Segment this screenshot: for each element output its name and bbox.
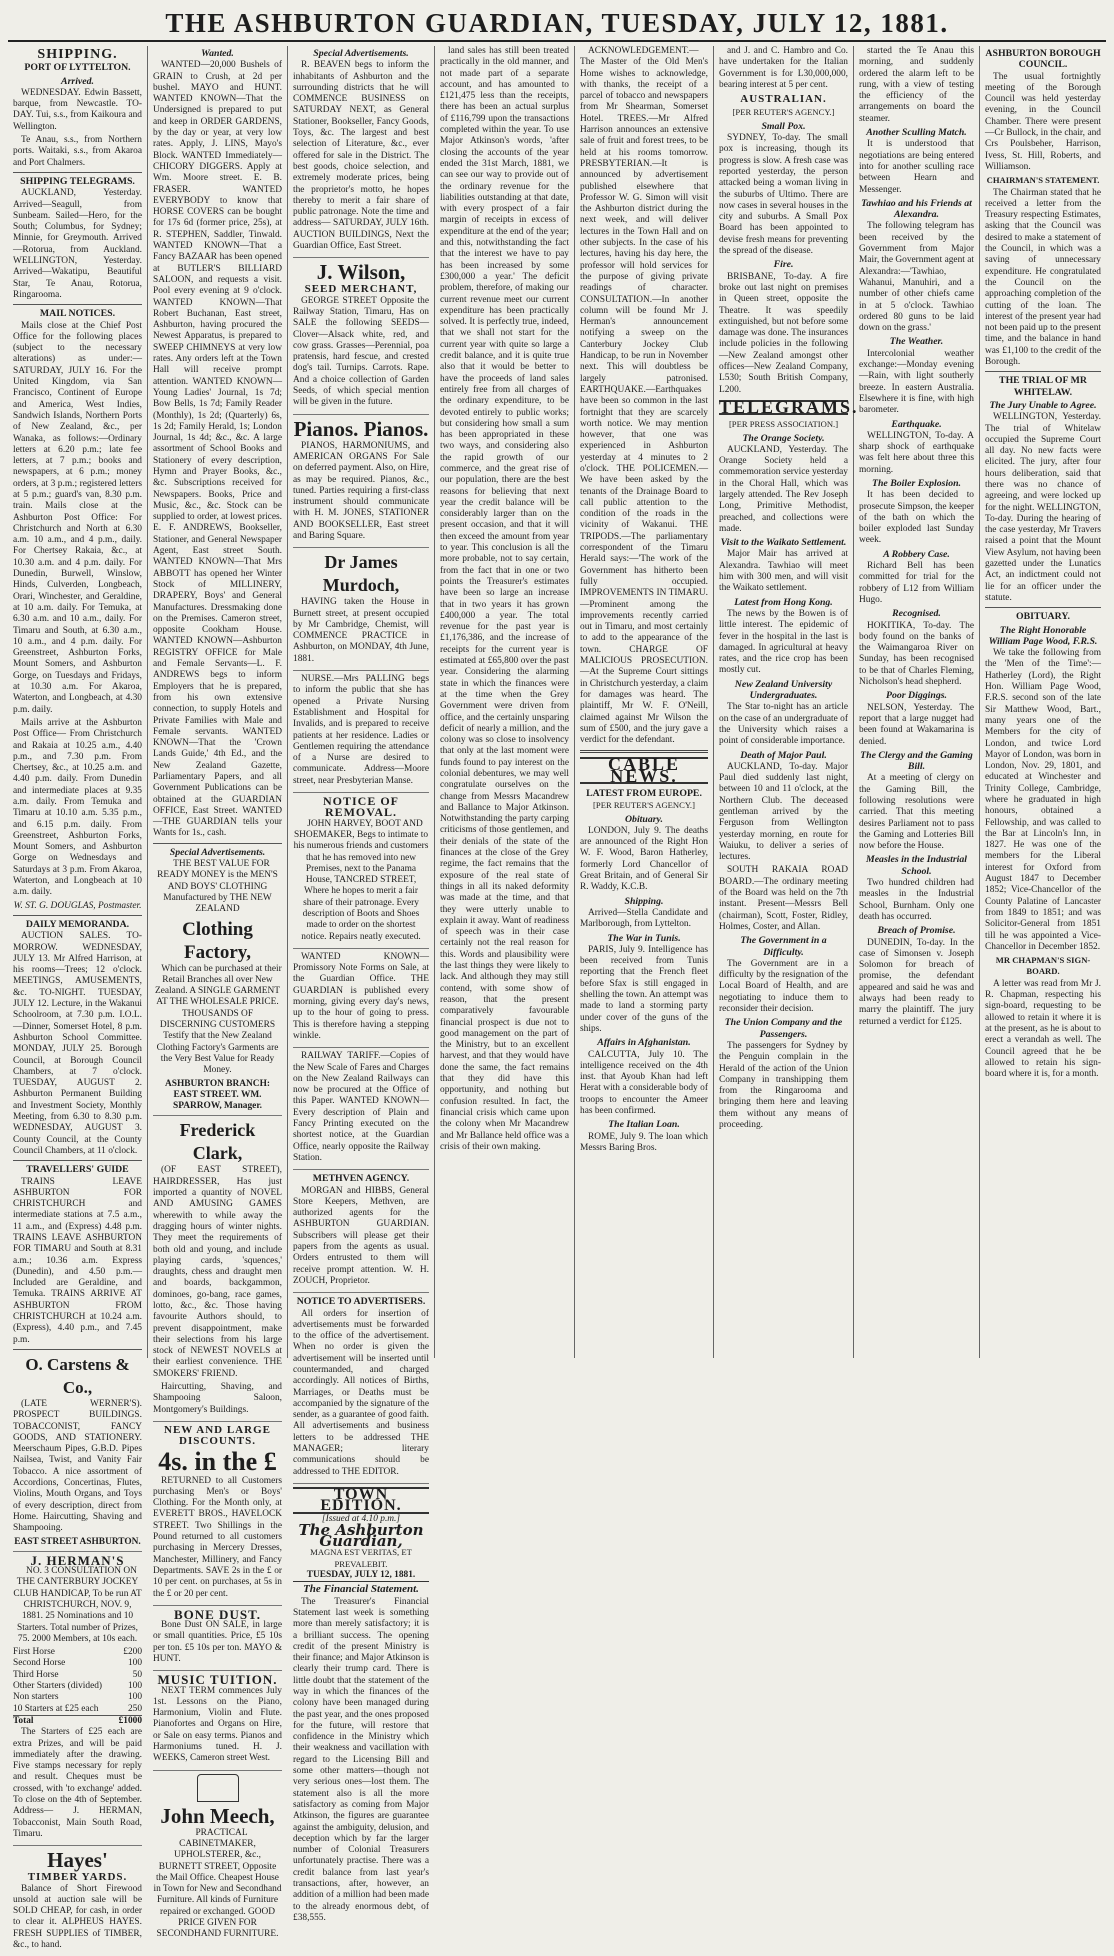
paper-motto: MAGNA EST VERITAS, ET PREVALEBIT. [310,1547,412,1569]
prize-total-row [13,1715,142,1727]
murdoch-name: Dr James Murdoch, [322,552,400,596]
pianos-text: PIANOS, HARMONIUMS, and AMERICAN ORGANS For Sale on deferred payment. Also, on Hire, as may be required. Pianos, &c., tuned. Parties requiring a first-class instrument should communicate with H. M. JONES, STATIONER AND BOOKSELLER, East street and Baring Square. [293,440,429,541]
travellers-text: TRAINS LEAVE ASHBURTON FOR CHRISTCHURCH and intermediate stations at 7.5 a.m., 11 a.m., and (Express) 4.48 p.m. TRAINS LEAVE ASHBURTON FOR TIMARU and South at 8.31 a.m.; 10.36 a.m. Express (Dunedin), and 4.50 p.m.—Included are Geraldine, and Temuka. TRAINS ARRIVE AT ASHBURTON FROM CHRISTCHURCH at 10.24 a.m. (Express), 4.40 p.m., and 7.45 p.m. [13,1176,142,1345]
afghan-head: Affairs in Afghanistan. [597,1037,691,1049]
poor-diggings-head: Poor Diggings. [886,690,947,702]
chairman-text: The Chairman stated that he received a letter from the Treasury respecting Estimates, asking that the Council was desired to make a statement of the Council, in which was a saving of unnecessary expenditure. He congratulated the Council on the approaching completion of the cutting of the loan. The interest of the present year had not been paid up to the present time, and the balance in hand was £1,100 to the credit of the Borough. [985,187,1101,368]
prize-label: Third Horse [13,1669,59,1680]
union-head: The Union Company and the Passengers. [724,1017,843,1040]
music-head: MUSIC TUITION. [157,1672,278,1688]
shipping-head: SHIPPING. [37,47,118,62]
notice-head: NOTICE TO ADVERTISERS. [296,1296,426,1308]
special-head: Special Advertisements. [169,846,266,858]
war-head: The War in Tunis. [607,932,681,944]
clergy-head: The Clergy and the Gaming Bill. [860,749,973,773]
prize-amount: £1000 [118,1715,142,1726]
smallpox-head: Small Pox. [761,120,806,132]
measles-head: Measles in the Industrial School. [866,854,967,877]
column-3 [288,46,435,1923]
paper-name: The Ashburton Guardian, [298,1520,424,1551]
war-text: PARIS, July 9. Intelligence has been received from Tunis reporting that the French fleet before Sfax is still engaged in shelling the town. An attempt was made to land a storming party under cover of the guns of the ships. [580,944,708,1034]
removal-head: NOTICE OF REMOVAL. [322,794,399,820]
obituary-text: LONDON, July 9. The deaths are announced of the Right Hon W. F. Wood, Baron Hatherley, formerly Lord Chancellor of Great Britain, and of General Sir R. Waddy, K.C.B. [580,825,708,893]
wilson-text: GEORGE STREET Opposite the Railway Station, Timaru, Has on SALE the following SEEDS— Clover—Alsack white, red, and cow grass. Grasses—Perennial, poa pratensis, hard fescue, and crested dog's tail. Turnips. Carrots. Rape. And a choice collection of Garden Seeds, of which special mention will be given in the future. [293,295,429,408]
prize-label: First Horse [13,1647,55,1658]
bone-dust-text: Bone Dust ON SALE, in large or small quantities. Price, £5 10s per ton. £5 10s per ton. MAYO & HUNT. [153,1620,282,1664]
meech-text: PRACTICAL CABINETMAKER, UPHOLSTERER, &c., BURNETT STREET, Opposite the Mail Office. Cheapest House in Town for New and Secondhand Furniture. All kinds of Furniture repaired or exchanged. GOOD PRICE GIVEN FOR SECONDHAND FURNITURE. [153,1827,282,1940]
cable-news-head: CABLE NEWS. [580,757,708,784]
beaven-text: R. BEAVEN begs to inform the inhabitants of Ashburton and the surrounding districts that he will COMMENCE BUSINESS on SATURDAY NEXT, as General Stationer, Bookseller, Fancy Goods, Toys, &c. The largest and best selection of Literature, &c., ever offered for sale in the District. The best goods, choice selection, and extremely moderate prices, being the proprietor's motto, he hopes thereby to merit a fair share of public patronage. Note the time and address— SATURDAY, JULY 16th. AUCTION BUILDINGS, Next the Guardian Office, East Street. [293,60,429,252]
university-head: New Zealand University Undergraduates. [734,678,833,702]
trial-sub: The Jury Unable to Agree. [989,399,1097,411]
column-6 [714,46,859,1358]
shipping-text: Arrived—Stella Candidate and Marlborough, from Lyttelton. [580,907,708,930]
prize-table [13,1647,142,1727]
bone-dust-head: BONE DUST. [173,1606,262,1622]
orange-text: AUCKLAND, Yesterday. The Orange Society held a commemoration service yesterday in the Choral Hall, which was largely attended. The Rev Joseph Long, Primitive Methodist, preached, and collections were made. [719,444,848,534]
prize-row [13,1692,142,1703]
borough-text: The usual fortnightly meeting of the Borough Council was held yesterday evening, in the Council Chamber. There were present—Cr Bullock, in the chair, and Crs Poulsbeher, Harrison, Ivess, St. Hill, Roberts, and Williamson. [985,71,1101,172]
beaven-ad [293,60,429,258]
discount-text: RETURNED to all Customers purchasing Men's or Boys' Clothing. For the Month only, at EVERETT BROS., HAVELOCK STREET. Two Shillings in the Pound returned to all customers purchasing in Mercery Dresses, Manchester, Millinery, and Fancy Departments. SAVE 2s in the £ or 10 per cent. on purchases, at 5s in the £ or 20 per cent. [153,1475,282,1599]
wilson-ad [293,261,429,414]
divider [13,915,142,916]
discount-ad [153,1425,282,1606]
mails-arrive-text: Mails arrive at the Ashburton Post Office— From Christchurch and Rakaia at 10.25 a.m., 4.40 p.m., and 7.30 p.m. From Chertsey, &c., at 10.25 a.m. and 4.40 p.m. daily. From Dunedin and intermediate places at 9.35 a.m. daily. From Temuka and Timaru at 10.10 a.m. 5.35 p.m., and 6.15 p.m. daily. From Greenstreet, Ashburton Forks, Mount Somers, and Ashburton Gorge on Wednesdays and Saturdays at 3 p.m. From Akaroa, Waterton, and Longbeach at 10 a.m. daily. [13,717,142,898]
union-text: The passengers for Sydney by the Penguin complain in the Herald of the action of the Union Company in transhipping them from the Ringarooma and bringing them here and leaving them without any means of proceeding. [719,1040,848,1131]
hayes-ad [13,1849,142,1956]
clothing-name: Clothing Factory, [182,918,253,963]
meech-name: John Meech, [160,1803,275,1828]
recognised-head: Recognised. [892,608,941,620]
chair-illustration [197,1774,239,1802]
financial-head: The Financial Statement. [303,1583,419,1596]
railway-text: RAILWAY TARIFF.—Copies of the New Scale of Fares and Charges on the New Zealand Railways can now be procured at the Office of this Paper. WANTED KNOWN—Every description of Plain and Fancy Printing executed on the shortest notice, at the Guardian Office, nearly opposite the Railway Station. [293,1051,429,1163]
measles-text: Two hundred children had measles in the Industrial School, Burnham. Only one death has occurred. [859,878,974,922]
pianos-ad [293,418,429,549]
frederick-text: (OF EAST STREET), HAIRDRESSER, Has just imported a quantity of NOVEL AND AMUSING GAMES wherewith to while away the dragging hours of winter nights. They meet the requirements of both old and young, and include playing cards, 'squences,' draughts, chess and draught men and boards, backgammon, dominoes, go-bang, race games, lotto, &c., &c. Those having favourite Authors should, to prevent disappointment, make their selections from his large stock of NEWEST NOVELS at their earliest convenience. THE SMOKERS' FRIEND. [153,1165,282,1379]
clergy-text: At a meeting of clergy on the Gaming Bill, the following resolutions were carried. That this meeting desires Parliament not to pass the Gaming and Lotteries Bill now before the House. [859,773,974,852]
prize-amount: 100 [127,1658,142,1669]
column-1 [8,46,148,1951]
obituary-text: We take the following from the 'Men of the Time':—Hatherley (Lord), the Right Hon. William Page Wood, F.R.S. second son of the late Sir Matthew Wood, Bart., many years one of the Members for the city of London, and twice Lord Mayor of London, was born in London, Nov. 29, 1801, and educated at Winchester and Trinity College, Cambridge, where he graduated in high honours, obtained a Fellowship, and was called to the Bar at Lincoln's Inn, in 1827. He was one of the members for the Liberal interest for Oxford from August 1847 to December 1852; Vice-Chancellor of the County Palatine of Lancaster from 1849 to 1851; and was Solicitor-General from 1851 till he was appointed a Vice-Chancellor in December 1852. [985,648,1101,952]
memoranda-head: DAILY MEMORANDA. [25,918,130,930]
mail-notices-head: MAIL NOTICES. [39,308,116,320]
masthead: THE ASHBURTON GUARDIAN, TUESDAY, JULY 12, 1881. [8,6,1106,42]
hayes-sub: TIMBER YARDS. [27,1871,128,1884]
divider [985,371,1101,372]
clothing-branch: ASHBURTON BRANCH: EAST STREET. WM. SPARROW, Manager. [165,1078,270,1112]
methven-ad [293,1173,429,1293]
loan-text: ROME, July 9. The loan which Messrs Baring Bros. [580,1131,708,1153]
te-anau-continued: started the Te Anau this morning, and suddenly ordered the alarm left to be rung, with a view of testing the efficiency of the arrangements on board the steamer. [859,46,974,124]
earthquake-head: Earthquake. [891,418,942,430]
wanted-head: Wanted. [201,48,234,59]
pianos-head: Pianos. Pianos. [293,416,429,441]
robbery-text: Richard Bell has been committed for trial for the robbery of L12 from William Hugo. [859,561,974,605]
shipping-telegrams-text: AUCKLAND, Yesterday. Arrived—Seagull, from Sunbeam. Sailed—Hero, for the South; Columbus, for Sydney; Minnie, for Greymouth. Arrived—Rotorua, from Auckland. WELLINGTON, Yesterday. Arrived—Wakatipu, Beautiful Star, Te Anau, Rotorua, Ringarooma. [13,188,142,300]
chapman-head: MR CHAPMAN'S SIGN-BOARD. [995,955,1091,977]
boiler-text: It has been decided to prosecute Simpson, the keeper of the bath on which the boiler exploded last Sunday week. [859,490,974,546]
carstens-address: EAST STREET ASHBURTON. [14,1536,141,1547]
university-text: The Star to-night has an article on the case of an undergraduate of the University which raises a point of considerable importance. [719,702,848,747]
prize-amount: 50 [132,1669,142,1680]
columns [8,46,1106,1951]
travellers-head: TRAVELLERS' GUIDE [26,1164,129,1176]
prize-row [13,1670,142,1681]
borough-head: ASHBURTON BOROUGH COUNCIL. [985,48,1101,71]
obituary-sub: The Right Honorable William Page Wood, F.R.S. [988,624,1098,647]
column-8 [980,46,1106,1358]
cable-agency: [PER REUTER'S AGENCY.] [593,800,695,811]
hayes-text: Balance of Short Firewood unsold at auction sale will be SOLD CHEAP, for cash, in order to clear it. ALPHEUS HAYES. FRESH SUPPLIES of TIMBER, &c., to hand. [13,1883,142,1951]
music-text: NEXT TERM commences July 1st. Lessons on the Piano, Harmonium, Violin and Flute. Pianofortes and Organs on Hire, or Sale on easy terms. Pianos and Harmoniums tuned. H. J. WEEKS, Cameron street West. [153,1685,282,1764]
divider [580,750,708,753]
trial-text: WELLINGTON, Yesterday. The trial of Whitelaw occupied the Supreme Court all day. No new facts were elicited. The jury, after four hours deliberation, said that there was no chance of agreeing, and were locked up for the night. WELLINGTON, To-day. During the hearing of the case yesterday, Mr Travers raised a point that the Mount View Asylum, not having been gazetted under the Lunatics Act, an indictment could not lie for an officer under the statute. [985,412,1101,603]
prize-amount: 100 [127,1692,142,1703]
town-edition-head: TOWN EDITION. [293,1487,429,1514]
telegrams-head: TELEGRAMS. [719,396,859,417]
major-paul-head: Death of Major Paul. [740,749,827,761]
divider [153,843,282,844]
prize-amount: £200 [123,1647,142,1658]
sculling-text: It is understood that negotiations are being entered into for another sculling race between Hearn and Messenger. [859,139,974,195]
visit-head: Visit to the Waikato Settlement. [720,537,847,549]
carstens-text: (LATE WERNER'S). PROSPECT BUILDINGS. TOBACCONIST, FANCY GOODS, AND STATIONERY. Meerschaum Pipes, G.B.D. Pipes Nailsea, Twist, and Vanity Fair Tobacco. A nice assortment of Accordions, Concertinas, Flutes, Violins, Mouth Organs, and Toys of every description, direct from Home. Haircutting, Shaving and Shampooing. [13,1398,142,1534]
murdoch-ad [293,551,429,671]
breach-head: Breach of Promise. [877,925,956,937]
fire-head: Fire. [773,259,794,271]
frederick-end: Haircutting, Shaving, and Shampooing Saloon, Montgomery's Buildings. [153,1382,282,1415]
arrived-head: Arrived. [61,75,94,87]
herman-text: NO. 3 CONSULTATION ON THE CANTERBURY JOCKEY CLUB HANDICAP, To be run AT CHRISTCHURCH, NOV. 9, 1881. 25 Nominations and 10 Starters. Total number of Prizes, 75. 2000 Members, at 10s each. [13,1566,142,1644]
poor-diggings-text: NELSON, Yesterday. The report that a large nugget had been found at Wakamarina is denied. [859,702,974,747]
chapman-text: A letter was read from Mr J. R. Chapman, respecting his sign-board, requesting to be allowed to retain it where it is at the present, as he is about to erect a verandah as well. The Council agreed that he be allowed to retain his sign-board where it is, for a month. [985,978,1101,1080]
issued-time: [Issued at 4.10 p.m.] [321,1513,401,1524]
frederick-name: Frederick Clark, [179,1120,256,1164]
prize-label: Non starters [13,1692,59,1703]
music-ad [153,1674,282,1770]
telegrams-agency: [PER PRESS ASSOCIATION.] [728,419,839,430]
prize-row [13,1704,142,1715]
column-4 [435,46,575,1358]
nurse-text: NURSE.—Mrs PALLING begs to inform the public that she has opened a Private Nursing Establishment and Hospital for Invalids, and is prepared to receive patients at her residence. Ladies or Gentlemen requiring the attendance of a Nurse are desired to communicate. Address—Moore street, near Presbyterian Manse. [293,674,429,786]
te-anau-text: Te Anau, s.s., from Northern ports. Waitaki, s.s., from Akaroa and Port Chalmers. [13,135,142,168]
murdoch-text: HAVING taken the House in Burnett street, at present occupied by Mr Cambridge, Chemist, will COMMENCE PRACTICE in Ashburton, on MONDAY, 4th June, 1881. [293,597,429,664]
shipping-head: Shipping. [624,895,664,907]
prize-amount: 250 [127,1703,142,1714]
fire-text: BRISBANE, To-day. A fire broke out last night on premises in Queen street, opposite the Theatre. It was speedily extinguished, but not before some damage was done. The insurances include policies in the following—New Zealand amongst other offices—New Zealand Company, L530; South British Company, L200. [719,271,848,395]
prize-amount: 100 [127,1681,142,1692]
prize-label: 10 Starters at £25 each [13,1703,99,1714]
divider [13,1160,142,1161]
divider [13,172,142,173]
meech-ad [153,1805,282,1946]
prize-label: Other Starters (divided) [13,1681,103,1692]
major-paul-text: AUCKLAND, To-day. Major Paul died suddenly last night, between 10 and 11 o'clock, at the Northern Club. The deceased gentleman arrived by the Ferguson from Wellington yesterday morning, en route for Waiuku, to deliver a series of lectures. [719,761,848,863]
carstens-name: O. Carstens & Co., [25,1354,130,1397]
weather-text: Intercolonial weather exchange:—Monday evening—Rain, with light southerly breeze. In eastern Australia. Elsewhere it is fine, with high barometer. [859,348,974,416]
frederick-ad [153,1119,282,1422]
chairman-head: CHAIRMAN'S STATEMENT. [986,175,1100,186]
divider [985,607,1101,608]
discount-head: NEW AND LARGE DISCOUNTS. [164,1423,271,1448]
discount-big: 4s. in the £ [158,1446,277,1476]
herman-name: J. HERMAN'S [30,1552,125,1568]
obituary-head: OBITUARY. [1015,611,1070,623]
postmaster-signature: W. ST. G. DOUGLAS, Postmaster. [13,900,142,911]
australian-agency: [PER REUTER'S AGENCY.] [732,107,835,118]
prize-label: Total [13,1715,34,1726]
clothing-ad [153,859,282,1116]
rakaia-text: SOUTH RAKAIA ROAD BOARD.—The ordinary meeting of the Board was held on the 7th instant. Present—Messrs Bell (chairman), Scott, Foster, Ridley, Holmes, Coster, and Allan. [719,865,848,932]
port-head: PORT OF LYTTELTON. [24,62,131,74]
railway-ad [293,1051,429,1170]
bone-dust-ad [153,1606,282,1671]
financial-text: The Treasurer's Financial Statement last week is something more than merely satisfactory; it is a brilliant success. The opening credit of the present Ministry is their finance; and Major Atkinson is clearly their trump card. There is little doubt that the statement of the way in which the finances of the colony have been managed during the past year, and the ones proposed for the future, will restore that confidence in the Ministry which their weakness and vacillation with regard to the Licensing Bill and some other matters—though not very serious ones—lost them. The statement also is all the more satisfactory as coming from Major Atkinson, the figures are guarantee against the ambiguity, delusion, and deception which by far the larger number of Colonial Treasurers unfortunately practise. There was a credit balance from last year's transactions, after, however, an addition of a million had been made to the already enormous debt, of £38,555. [293,1596,429,1923]
visit-text: Major Mair has arrived at Alexandra. Tawhiao will meet him with 300 men, and will visit the Waikato settlement. [719,549,848,594]
tawhiao-head: Tawhiao and his Friends at Alexandra. [861,197,972,221]
nurse-ad [293,674,429,793]
prize-row [13,1658,142,1669]
wanted-text: WANTED—20,000 Bushels of GRAIN to Crush, at 2d per bushel. MAYO and HUNT. WANTED KNOWN—That the Undersigned is prepared to put and keep in ORDER GARDENS, by the day or year, at very low rates. Apply, J. LINS, Mayo's Block. WANTED Immediately—CHICORY DIGGERS. Apply at Wm. Moore street. E. B. FRASER. WANTED EVERYBODY to know that HORSE COVERS can be bought for 17s 6d (former price, 25s), at R. STEPHEN, Saddler, Tinwald. WANTED KNOWN—That a Fancy BAZAAR has been opened at BUTLER'S BILLIARD SALOON, and requests a visit. Pool every evening at 9 o'clock. WANTED KNOWN—That Robert Buchanan, East street, Ashburton, having procured the Newest Apparatus, is prepared to SWEEP CHIMNEYS at very low rates. Any orders left at the Town Hall will receive prompt attention. WANTED KNOWN—Young Ladies' Journal, 1s 7d; Bow Bells, 1s 7d; Family Reader (Monthly), 1s 2d; (Quarterly) 6s, 1s 2d; Family Herald, 1s; London Journal, 1s 4d; &c., &c. A large assortment of School Books and Stationery of every description, Hymn and Prayer Books, &c., &c. Subscriptions received for Newspapers. Books, Price and Music, &c., &c. Stock can be supplied to order, at lowest prices. E. F. ANDREWS, Bookseller, Stationer, and General Newspaper Agent, East street South. WANTED KNOWN—That Mrs ABBOTT has opened her Winter Stock of MILLINERY, DRAPERY, Boys' and General Manufactures. Dressmaking done on the Premises. Cameron street, opposite Cookham House. WANTED KNOWN—Ashburton REGISTRY OFFICE for Male and Female Servants—L. F. ANDREWS begs to inform Employers that he is prepared, from his own extensive connection, to supply Hotels and Private Families with Male and Female servants. WANTED KNOWN—That the 'Crown Lands Guide,' 4th Ed., and the New Zealand Gazette, Parliamentary Papers, and all Government Publications can be obtained at the GUARDIAN OFFICE, East Street. WANTED—THE GUARDIAN tells your Wants for 1s., cash. [153,60,282,839]
removal-ad [293,796,429,949]
difficulty-text: The Government are in a difficulty by the resignation of the Local Board of Health, and are negotiating to induce them to reconsider their decision. [719,958,848,1015]
paper-date: TUESDAY, JULY 12, 1881. [293,1570,429,1582]
memoranda-text: AUCTION SALES. TO-MORROW. WEDNESDAY, JULY 13. Mr Alfred Harrison, at his rooms—Trees; 12 o'clock. MEETINGS, AMUSEMENTS, &c. TO-NIGHT. TUESDAY, JULY 12. Lecture, in the Wakanui Schoolroom, at 7.30 p.m. I.O.L.—Dinner, Somerset Hotel, 8 p.m. Ashburton School Committee. MONDAY, JULY 25. Borough Council, at Borough Council Chambers, at 7 o'clock. TUESDAY, AUGUST 2. Ashburton Permanent Building and Investment Society, Monthly Meeting, from 6.30 to 8.30 p.m. WEDNESDAY, AUGUST 3. County Council, at the County Council Chambers, at 11 o'clock. [13,931,142,1156]
forms-text: WANTED KNOWN—Promissory Note Forms on Sale, at the Guardian Office. THE GUARDIAN is published every morning, giving every day's news, up to the hour of going to press. This is therefore having a stepping winkle. [293,951,429,1041]
loan-head: The Italian Loan. [608,1119,680,1131]
removal-text: JOHN HARVEY, BOOT AND SHOEMAKER, Begs to intimate to his numerous friends and customers that he has removed into new Premises, next to the Panama House, TANCRED STREET, Where he hopes to merit a fair share of their patronage. Every description of Boots and Shoes made to order on the shortest notice. Repairs neatly executed. [293,818,429,942]
herman-footer: The Starters of £25 each are extra Prizes, and will be paid immediately after the drawing. Five stamps necessary for reply and result. Cheques must be crossed, with 'to exchange' added. To close on the 4th of September. Address— J. HERMAN, Tobacconist, Main South Road, Timaru. [13,1727,142,1839]
carstens-ad [13,1353,142,1552]
clothing-text: Which can be purchased at their Retail Branches all over New Zealand. A SINGLE GARMENT AT THE WHOLESALE PRICE. THOUSANDS OF DISCERNING CUSTOMERS Testify that the New Zealand Clothing Factory's Garments are the Very Best Value for Ready Money. [155,963,282,1076]
afghan-text: CALCUTTA, July 10. The intelligence received on the 4th inst. that Ayoub Khan had left Herat with a considerable body of troops to encounter the Ameer has been confirmed. [580,1049,708,1117]
earthquake-text: WELLINGTON, To-day. A sharp shock of earthquake was felt here about three this morning. [859,430,974,475]
hayes-name: Hayes' [47,1848,108,1873]
breach-text: DUNEDIN, To-day. In the case of Simonsen v. Joseph Solomon for breach of promise, the defendant appeared and said he was and always had been ready to marry the plaintiff. The jury returned a verdict for £125. [859,937,974,1027]
wilson-name: J. Wilson, [316,260,406,285]
trial-head: THE TRIAL OF MR WHITELAW. [999,375,1087,398]
divider [13,304,142,305]
notice-ad [293,1296,429,1484]
robbery-head: A Robbery Case. [883,548,950,560]
smallpox-text: SYDNEY, To-day. The small pox is increasing, though its progress is slow. A fresh case was reported yesterday, the person attacked being a woman living in the suburbs of Ultimo. There are now cases in several houses in the city and suburbs. A Small Pox Board has been appointed to devise fresh means for preventing the spread of the disease. [719,133,848,257]
boiler-head: The Boiler Explosion. [872,477,961,489]
editorial-continued: land sales has still been treated practically in the old manner, and not made part of a separate account, and has amounted to £121,475 less than the receipts, there has been an actual surplus of £116,799 upon the transactions completed within the year. To use Major Atkinson's words, 'after closing the accounts of the year ended the 31st March, 1881, we can see our way to provide out of the ordinary revenue for the liabilities outstanding at that date, with every prospect of a fair margin of receipts in excess of expenditure at the end of the year; and this, notwithstanding the fact that the interest we have to pay has been increased by some £300,000 a year.' The deficit problem, therefore, of making our current revenue meet our current expenditure has been practically solved. It is perfectly true, indeed, that we shall not start for the current year with quite so large a credit balance, and it is quite true also that it would be better to have the proceeds of land sales entirely free from all charges of the ordinary expenditure, to be devoted entirely to public works; but considering how small a sum has been appropriated in these two ways, and considering also the rapid growth of our commerce, and the great rise of our population, there are the best reasons for believing that next year the credit balance will be considerably larger than on the present occasion, and that it will then exceed the amount from year to year. This conclusion is all the more probable, not to say certain, from the fact that in one or two points the Treasurer's estimates have been so large an increase that in two years it has grown £400,000 a year. The total revenue for the past year is £1,176,386, and the increase of receipts for the current year is estimated at £65,800 over the past year. Considering the alarming state in which the finances were at the time when the Grey Government were driven from office, and the certainly unsparing deficit of nearly a million, and the colony was so close to insolvency that only at the last moment were funds found to pay interest on the colonial debentures, we may well congratulate ourselves on the change from Messrs Macandrew and Ballance to Major Atkinson. Notwithstanding the party carping criticisms of those gentlemen, and their denials of the state of the finances at the close of the Grey regime, the fact remains that the exposure of the real state of things in all its naked deformity was made at the time, and that they were utterly unable to explain it away. Want of readiness of speech was in their case certainly not the real reason for this. Words and plausibility were the last things they were likely to lack. And although they may still contend, with some show of reason, that the present comparatively favourable financial prospect is due not to good management on the part of the Ministry, but to an excellent harvest, and that they would have done the same, the fact remains that they did have this opportunity, and nothing but confusion resulted. In fact, the financial crisis which came upon the colony when Mr Macandrew and Mr Ballance held office was a crisis of their own making. [440,46,569,1152]
notice-text: All orders for insertion of advertisements must be forwarded to the office of the advertisement. When no order is given the advertisement will be inserted until countermanded, and charged accordingly. All notices of Births, Marriages, or Deaths must be accompanied by the signature of the sender, as a guarantee of good faith. All advertisements and business letters to be addressed THE MANAGER; literary communications should be addressed to THE EDITOR. [293,1308,429,1477]
column-2 [148,46,288,1940]
hongkong-text: The news by the Bowen is of little interest. The epidemic of fever in the hospital in the last is damaged. In agricultural at heavy rates, and the rice crop has been mostly cut. [719,608,848,676]
loan-continued: and J. and C. Hambro and Co. have undertaken for the Italian Government is for L30,000,000, bearing interest at 5 per cent. [719,46,848,90]
herman-ad [13,1552,142,1846]
divider [13,1349,142,1350]
mail-notices-text: Mails close at the Chief Post Office for the following places (subject to the necessary alterations) as under:— SATURDAY, JULY 16. For the United Kingdom, via San Francisco, Continent of Europe and America, West Indies, Sandwich Islands, Northern Ports of New Zealand, &c., per Wanaka, as follows:—Ordinary letters at 6.20 p.m.; late fee letters, at 7 p.m.; books and newspapers, at 6 p.m.; money orders, at 3 p.m.; registered letters at 5 p.m.; guard's van, 8.30 p.m. train. Mails close at the Ashburton Post Office: For Christchurch and North at 6.30 a.m. 10 a.m., and 4 p.m., daily. For Chertsey Rakaia, &c., at 10.30 a.m. and 4 p.m. daily. For Dunedin, Burwell, Winslow, Hinds, Culverden, Longbeach, Orari, Winchester, and Geraldine, at 10 a.m. daily. For Temuka, at 6.30 a.m. and 10 a.m., daily. For Timaru and South, at 6.30 a.m., 10 a.m., and 4 p.m. daily. For Greenstreet, Ashburton Forks, Mount Somers, and Ashburton Gorge, on Tuesdays and Fridays, at 10.30 a.m. For Akaroa, Waterton, and Longbeach, at 4.30 p.m. daily. [13,320,142,715]
cable-sub: LATEST FROM EUROPE. [586,788,702,799]
difficulty-head: The Government in a Difficulty. [740,935,827,958]
sculling-head: Another Sculling Match. [866,127,967,139]
column-5 [575,46,714,1358]
recognised-text: HOKITIKA, To-day. The body found on the banks of the Waimangaroa River on Sunday, has been recognised to be that of Charles Fleming, Nicholson's head shepherd. [859,620,974,688]
methven-text: MORGAN and HIBBS, General Store Keepers, Methven, are authorized agents for the ASHBURTON GUARDIAN. Subscribers will please get their papers from the agents as usual. Orders entrusted to them will receive prompt attention. W. H. ZOUCH, Proprietor. [293,1185,429,1286]
local-news-text: ACKNOWLEDGEMENT.—The Master of the Old Men's Home wishes to acknowledge, with thanks, the receipt of a parcel of tobacco and newspapers from Mr Shearman, Somerset Hotel. TREES.—Mr Alfred Harrison announces an extensive sale of fruit and forest trees, to be held at his rooms tomorrow. PRESBYTERIAN.—It is announced by advertisement published elsewhere that Professor W. G. Simon will visit the Ashburton district during the next week, and will deliver lectures in the Town Hall and on other subjects. In the case of his lectures, having his day here, the professor will hold services for the purpose of giving private readings of character. CONSULTATION.—In another column will be found Mr J. Herman's announcement notifying a sweep on the Canterbury Jockey Club Handicap, to be run in November next. This will doubtless be largely patronised. EARTHQUAKE.—Earthquakes have been so common in the last fortnight that they are scarcely worth notice. We may mention however, that one was experienced in Ashburton yesterday at 4 minutes to 2 o'clock. THE POLICEMEN.—We have been asked by the tenants of the Drainage Board to call public attention to the condition of the roads in the vicinity of Wakanui. THE TRIPODS.—The parliamentary correspondent of the Timaru Herald says:—'The work of the Government has hitherto been fully occupied. IMPROVEMENTS IN TIMARU.—Prominent among the improvements recently carried out in Timaru, and most certainly to add to the appearance of the town. CHARGE OF MALICIOUS PROSECUTION.—At the Supreme Court sittings in Christchurch yesterday, a claim for damages was heard. The plaintiff, Mr W. F. O'Neill, claimed against Mr Wilson the sum of £500, and the jury gave a verdict for the defendant. [580,46,708,746]
special-head: Special Advertisements. [313,48,409,59]
clothing-intro: THE BEST VALUE FOR READY MONEY is the MEN'S AND BOYS' CLOTHING Manufactured by THE NEW ZEALAND [157,859,278,915]
weather-head: The Weather. [889,336,944,348]
arrived-text: WEDNESDAY. Edwin Bassett, barque, from Newcastle. TO-DAY. Tui, s.s., from Kaikoura and Wellington. [13,87,142,132]
prize-row [13,1681,142,1692]
obituary-head: Obituary. [624,813,663,825]
prize-label: Second Horse [13,1658,66,1669]
column-7 [854,46,980,1358]
tawhiao-text: The following telegram has been received by the Government from Major Mair, the Government agent at Alexandra:—'Tawhiao, Wahanui, Manuhiri, and a number of other chiefs came in at 5 o'clock. Tawhiao ordered 80 guns to be laid down on the grass.' [859,221,974,334]
methven-head: METHVEN AGENCY. [312,1173,410,1185]
wilson-sub: SEED MERCHANT, [304,283,418,296]
australian-head: AUSTRALIAN. [740,93,827,106]
shipping-telegrams-head: SHIPPING TELEGRAMS. [20,175,135,187]
hongkong-head: Latest from Hong Kong. [734,596,833,608]
prize-row [13,1647,142,1658]
orange-head: The Orange Society. [742,432,825,444]
forms-ad [293,952,429,1048]
